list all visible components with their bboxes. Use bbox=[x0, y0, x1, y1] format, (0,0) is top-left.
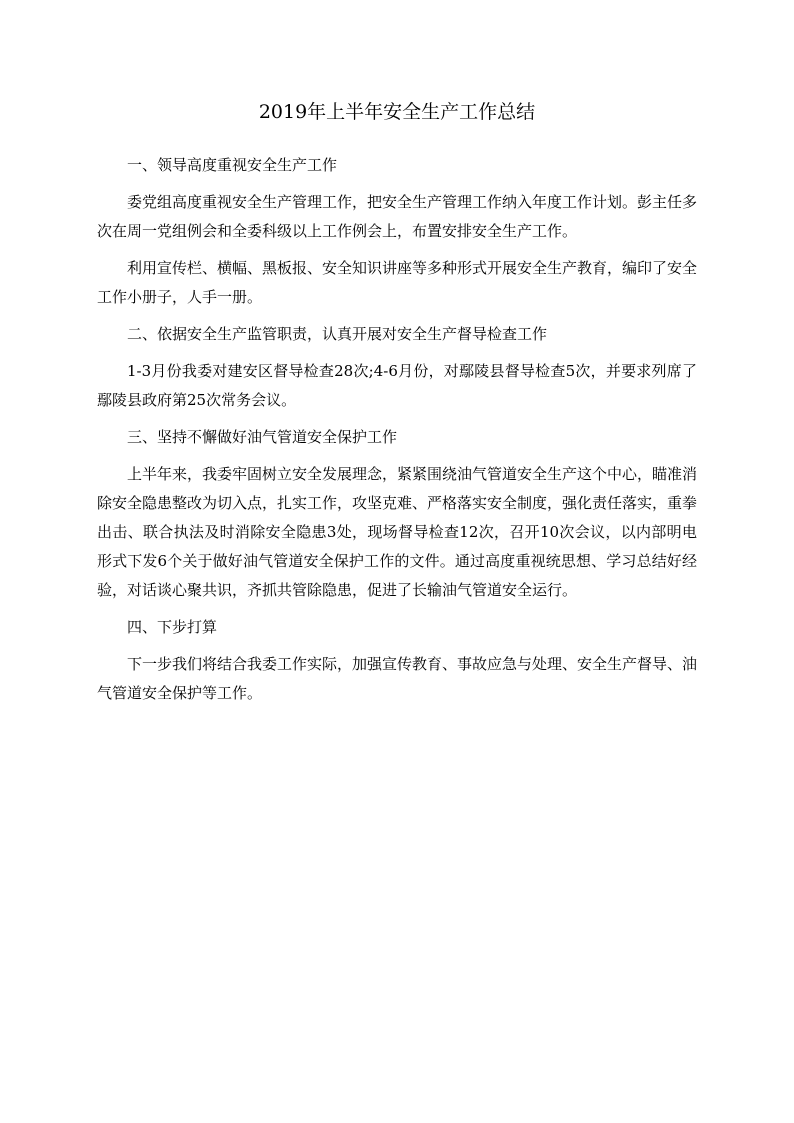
section-heading-1: 一、领导高度重视安全生产工作 bbox=[127, 156, 338, 174]
paragraph: 上半年来，我委牢固树立安全发展理念，紧紧围绕油气管道安全生产这个中心，瞄准消除安全隐患整改为切入点，扎实工作，攻坚克难、严格落实安全制度，强化责任落实，重拳出击、联合执法及时消除安全隐患3处，现场督导检查12次，召开10次会议，以内部明电形式下发6个关于做好油气管道安全保护工作的文件。通过高度重视统思想、学习总结好经验，对话谈心聚共识，齐抓共管除隐患，促进了长输油气管道安全运行。 bbox=[97, 465, 698, 599]
paragraph: 委党组高度重视安全生产管理工作，把安全生产管理工作纳入年度工作计划。彭主任多次在周一党组例会和全委科级以上工作例会上，布置安排安全生产工作。 bbox=[97, 193, 698, 240]
section-heading-3: 三、坚持不懈做好油气管道安全保护工作 bbox=[127, 428, 398, 446]
document-body bbox=[97, 151, 697, 708]
paragraph: 下一步我们将结合我委工作实际，加强宣传教育、事故应急与处理、安全生产督导、油气管道安全保护等工作。 bbox=[97, 655, 698, 702]
section-heading-2: 二、依据安全生产监管职责，认真开展对安全生产督导检查工作 bbox=[127, 325, 548, 343]
document-title: 2019年上半年安全生产工作总结 bbox=[258, 101, 536, 123]
paragraph: 利用宣传栏、横幅、黑板报、安全知识讲座等多种形式开展安全生产教育，编印了安全工作小册子，人手一册。 bbox=[97, 259, 698, 306]
paragraph: 1-3月份我委对建安区督导检查28次;4-6月份，对鄢陵县督导检查5次，并要求列席了鄢陵县政府第25次常务会议。 bbox=[97, 362, 697, 409]
section-heading-4: 四、下步打算 bbox=[127, 618, 218, 636]
